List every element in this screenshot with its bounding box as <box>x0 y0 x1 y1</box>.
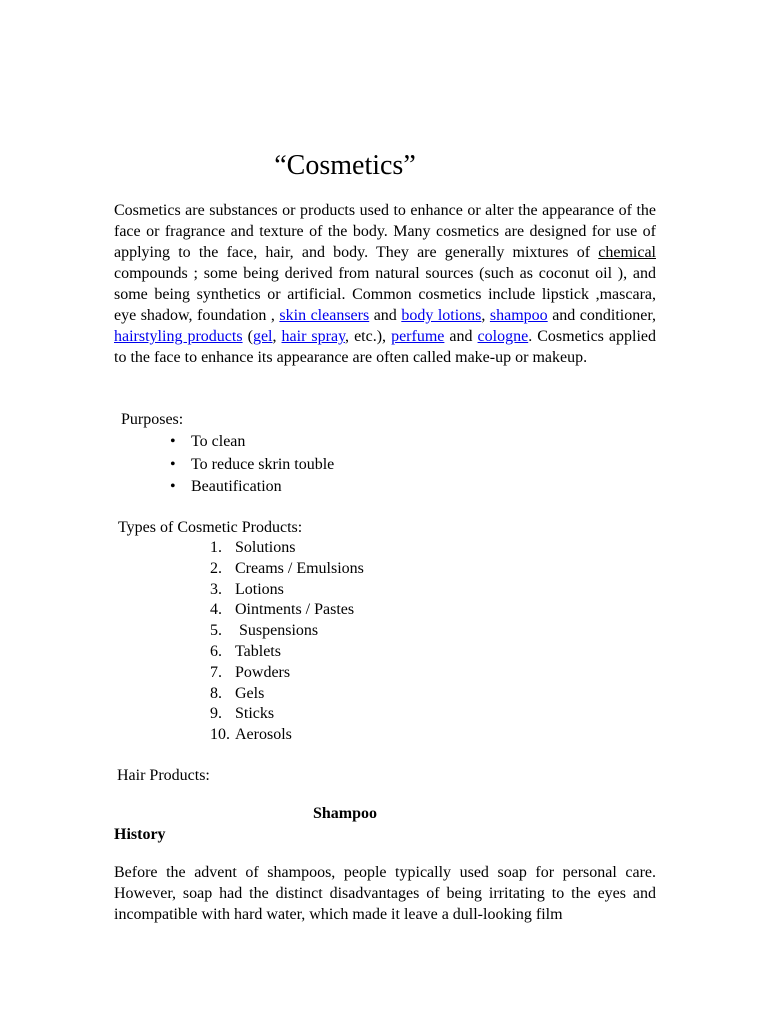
list-item-text: To reduce skrin touble <box>191 455 335 473</box>
link-cologne[interactable]: cologne <box>477 328 529 345</box>
link-hair-spray[interactable]: hair spray <box>281 328 346 345</box>
document-title: “Cosmetics” <box>274 150 416 181</box>
list-item <box>210 725 364 746</box>
intro-text: compounds ; some being derived from natural sources (such as coconut oil ), and some being synthetics or artificial. Common cosmetics include lipstick ,mascara, eye shadow, foundation , <box>114 265 656 324</box>
list-item <box>210 684 364 705</box>
list-item-text: Lotions <box>235 580 284 598</box>
list-number: 10. <box>210 726 230 744</box>
list-item <box>210 580 364 601</box>
list-item-text: Tablets <box>235 642 281 660</box>
intro-text: and conditioner, <box>547 307 657 324</box>
intro-text: and <box>369 307 402 324</box>
list-item-text: Beautification <box>191 478 282 495</box>
list-item-text: Ointments / Pastes <box>235 601 355 619</box>
list-number: 5. <box>210 622 222 640</box>
link-skin-cleansers[interactable]: skin cleansers <box>279 307 370 324</box>
list-item <box>210 600 364 621</box>
link-hairstyling-products[interactable]: hairstyling products <box>114 328 243 345</box>
shampoo-heading: Shampoo <box>312 805 378 822</box>
list-item <box>210 663 364 684</box>
intro-text: , etc.), <box>345 328 392 345</box>
list-item-text: Suspensions <box>235 622 319 640</box>
list-item <box>210 642 364 663</box>
intro-text: and <box>444 328 478 345</box>
list-item <box>168 431 334 454</box>
intro-paragraph <box>114 200 656 368</box>
list-item-text: Powders <box>235 663 291 681</box>
list-item-text: Sticks <box>235 705 275 723</box>
list-number: 2. <box>210 559 222 577</box>
list-number: 8. <box>210 684 222 702</box>
list-item <box>210 559 364 580</box>
types-label: Types of Cosmetic Products: <box>118 519 303 536</box>
intro-text: , <box>481 307 490 324</box>
list-number: 3. <box>210 580 222 598</box>
intro-text: ( <box>242 328 253 345</box>
bullet-icon: • <box>170 478 176 495</box>
list-number: 1. <box>210 539 222 556</box>
list-item-text: Solutions <box>235 539 296 556</box>
list-item-text: Aerosols <box>235 726 292 744</box>
link-perfume[interactable]: perfume <box>391 328 445 345</box>
bullet-icon: • <box>170 433 176 450</box>
types-list <box>210 538 364 746</box>
link-shampoo[interactable]: shampoo <box>489 307 548 324</box>
history-paragraph: Before the advent of shampoos, people typically used soap for personal care. However, soap had the distinct disadvantages of being irritating to the eyes and incompatible with hard water, which made it leave a dull-looking film <box>114 864 656 923</box>
list-item <box>168 454 334 477</box>
list-number: 6. <box>210 642 222 660</box>
list-item-text: Gels <box>235 684 265 702</box>
purposes-label: Purposes: <box>121 411 184 428</box>
chemical-underlined-text: chemical <box>598 244 656 261</box>
link-gel[interactable]: gel <box>252 328 273 345</box>
list-number: 4. <box>210 601 222 619</box>
link-body-lotions[interactable]: body lotions <box>401 307 482 324</box>
history-heading: History <box>114 826 166 843</box>
list-number: 7. <box>210 663 222 681</box>
intro-text: , <box>272 328 282 345</box>
intro-text: Cosmetics are substances or products used to enhance or alter the appearance of the face or fragrance and texture of the body. Many cosmetics are designed for use of applying to the face, hair, and body. They are generally mixtures of <box>114 202 656 261</box>
list-item <box>168 476 334 499</box>
list-item <box>210 538 364 559</box>
list-item <box>210 621 364 642</box>
list-item-text: To clean <box>191 433 246 450</box>
list-item <box>210 704 364 725</box>
purposes-list <box>168 431 334 499</box>
bullet-icon: • <box>170 455 176 473</box>
list-item-text: Creams / Emulsions <box>235 559 364 577</box>
intro-text: . Cosmetics applied to the face to enhance its appearance are often called make-up or makeup. <box>114 328 657 366</box>
hair-products-label: Hair Products: <box>117 767 210 784</box>
list-number: 9. <box>210 705 222 723</box>
